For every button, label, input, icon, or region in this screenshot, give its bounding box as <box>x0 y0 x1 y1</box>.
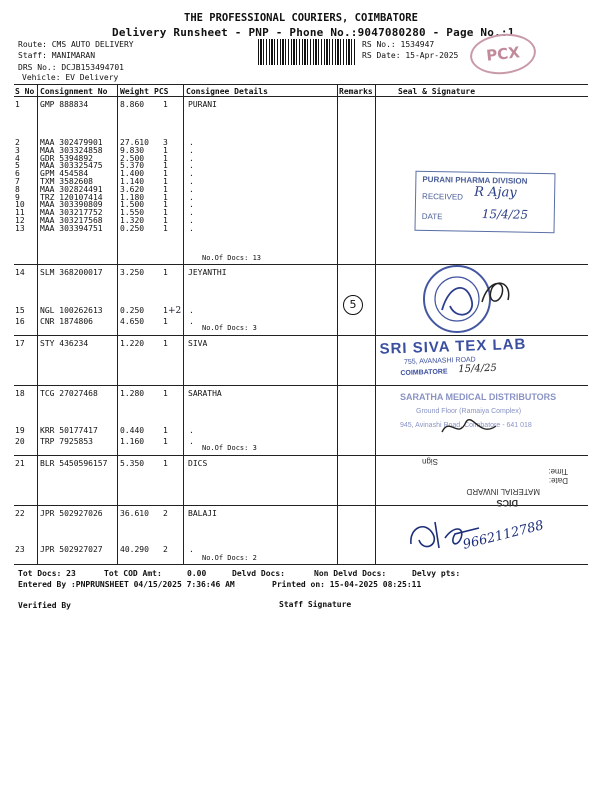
row-weight: 0.440 <box>120 426 145 435</box>
row-consignment-no: MAA 303324858 <box>40 145 103 155</box>
total-cod-label: Tot COD Amt: <box>104 569 162 578</box>
entered-by: Entered By :PNPRUNSHEET 04/15/2025 7:36:46 AM <box>18 580 235 589</box>
row-pcs: 1 <box>163 316 168 326</box>
row-pcs: 1 <box>163 216 168 225</box>
row-consignment-no: MAA 302479901 <box>40 138 103 147</box>
row-weight: 0.250 <box>120 306 145 315</box>
printed-on: Printed on: 15-04-2025 08:25:11 <box>272 580 422 589</box>
verified-by: Verified By <box>18 601 71 610</box>
row-sno: 13 <box>15 223 25 233</box>
stamp-line: SARATHA MEDICAL DISTRIBUTORS <box>400 392 557 402</box>
row-consignee-mark: . <box>189 161 194 171</box>
company-name: THE PROFESSIONAL COURIERS, COIMBATORE <box>184 12 418 24</box>
row-weight: 1.500 <box>120 200 145 210</box>
col-consignment: Consignment No <box>40 87 108 96</box>
row-weight: 3.250 <box>120 268 145 277</box>
row-consignment-no: MAA 303394751 <box>40 223 103 233</box>
row-consignment-no: MAA 303390809 <box>40 200 103 210</box>
pcx-stamp: PCX <box>468 31 538 78</box>
row-sno: 11 <box>15 208 25 218</box>
consignee-name: DICS <box>188 459 208 468</box>
stamp-line: 945, Avinashi Road, Coimbatore - 641 018 <box>400 422 532 429</box>
purani-stamp <box>414 171 555 233</box>
signature-scribble <box>478 272 518 312</box>
row-sno: 14 <box>15 268 25 277</box>
row-consignee-mark: . <box>189 184 194 194</box>
row-sno: 6 <box>15 169 20 179</box>
row-pcs: 1 <box>163 200 168 210</box>
row-weight: 9.830 <box>120 145 145 155</box>
row-sno: 3 <box>15 145 20 155</box>
row-pcs: 3 <box>163 138 168 147</box>
row-pcs: 1 <box>163 161 168 171</box>
row-consignment-no: TCG 27027468 <box>40 389 98 398</box>
row-weight: 36.610 <box>120 509 149 518</box>
row-pcs: 2 <box>163 509 168 518</box>
row-consignment-no: JPR 502927027 <box>40 545 103 554</box>
dics-stamp <box>398 455 588 510</box>
row-consignee-mark: . <box>189 192 194 202</box>
row-pcs: 1 <box>163 169 168 179</box>
stamp-line: COIMBATORE <box>400 368 448 378</box>
row-pcs: 1 <box>163 459 168 468</box>
total-cod-value: 0.00 <box>187 569 207 578</box>
row-consignee-mark: . <box>189 316 194 326</box>
rs-number: RS No.: 1534947 <box>362 40 435 49</box>
row-sno: 5 <box>15 161 20 171</box>
row-consignee-mark: . <box>189 223 194 233</box>
row-consignment-no: KRR 50177417 <box>40 426 98 435</box>
row-weight: 1.140 <box>120 177 145 186</box>
row-consignment-no: GMP 888834 <box>40 100 89 109</box>
row-consignee-mark: . <box>189 153 194 163</box>
row-weight: 5.370 <box>120 161 145 171</box>
stamp-line: MATERIAL INWARD <box>466 487 540 496</box>
row-pcs: 1 <box>163 192 168 202</box>
row-weight: 27.610 <box>120 138 149 147</box>
row-sno: 18 <box>15 389 25 398</box>
consignee-name: SARATHA <box>188 389 222 398</box>
row-weight: 2.500 <box>120 153 145 163</box>
row-consignee-mark: . <box>189 145 194 155</box>
divider <box>375 84 376 564</box>
row-sno: 12 <box>15 216 25 225</box>
row-consignment-no: MAA 303325475 <box>40 161 103 171</box>
consignee-name: JEYANTHI <box>188 268 227 277</box>
row-consignee-mark: . <box>189 545 194 554</box>
row-sno: 2 <box>15 138 20 147</box>
row-consignment-no: BLR 5450596157 <box>40 459 108 468</box>
row-pcs: 1 <box>163 100 168 109</box>
consignee-name: BALAJI <box>188 509 217 518</box>
row-sno: 7 <box>15 177 20 186</box>
row-pcs: 1 <box>163 268 168 277</box>
row-consignment-no: MAA 302824491 <box>40 184 103 194</box>
header-bottom-rule <box>14 96 588 97</box>
row-sno: 19 <box>15 426 25 435</box>
row-consignment-no: MAA 303217752 <box>40 208 103 218</box>
row-weight: 1.280 <box>120 389 145 398</box>
row-consignee-mark: . <box>189 177 194 186</box>
row-consignment-no: NGL 100262613 <box>40 306 103 315</box>
row-pcs: 1 <box>163 145 168 155</box>
stamp-line: Ground Floor (Ramaiya Complex) <box>416 408 522 415</box>
row-sno: 4 <box>15 153 20 163</box>
vehicle-label: Vehicle: EV Delivery <box>22 73 119 82</box>
group-rule <box>14 385 588 386</box>
stamp-line: Date: <box>548 476 568 485</box>
handwritten-date: 15/4/25 <box>481 206 529 222</box>
row-sno: 10 <box>15 200 25 210</box>
row-pcs: 1 <box>163 389 168 398</box>
row-weight: 1.400 <box>120 169 145 179</box>
stamp-line: SRI SIVA TEX LAB <box>379 335 527 358</box>
row-consignment-no: JPR 502927026 <box>40 509 103 518</box>
row-consignee-mark: . <box>189 306 194 315</box>
consignee-name: SIVA <box>188 339 208 348</box>
row-weight: 1.550 <box>120 208 145 218</box>
row-pcs: 1 <box>163 184 168 194</box>
stamp-line: PURANI PHARMA DIVISION <box>422 174 528 186</box>
row-sno: 23 <box>15 545 25 554</box>
row-weight: 1.220 <box>120 339 145 348</box>
docs-count: No.Of Docs: 13 <box>202 254 262 262</box>
row-consignment-no: TRZ 120107414 <box>40 192 103 202</box>
row-consignee-mark: . <box>189 208 194 218</box>
group-rule <box>14 264 588 265</box>
stamp-line: Sign <box>421 457 438 466</box>
row-sno: 21 <box>15 459 25 468</box>
handwritten-phone: 9662112788 <box>461 518 546 553</box>
col-sno: S No <box>15 87 35 96</box>
staff-label: Staff: MANIMARAN <box>18 51 96 60</box>
row-sno: 1 <box>15 100 20 109</box>
staff-signature: Staff Signature <box>279 600 352 609</box>
row-weight: 5.350 <box>120 459 145 468</box>
row-weight: 1.320 <box>120 216 145 225</box>
row-weight: 8.860 <box>120 100 145 109</box>
row-pcs: 1 <box>163 436 168 446</box>
row-pcs: 1 <box>163 208 168 218</box>
row-consignee-mark: . <box>189 426 194 435</box>
row-consignment-no: GDR 5394892 <box>40 153 93 163</box>
row-consignment-no: CNR 1874806 <box>40 316 93 326</box>
runsheet-title: Delivery Runsheet - PNP - Phone No.:9047080280 - Page No.:1 <box>112 26 515 39</box>
row-weight: 4.650 <box>120 316 145 326</box>
signature-scribble <box>440 412 500 442</box>
col-seal: Seal & Signature <box>398 87 476 96</box>
table-bottom-rule <box>14 564 588 565</box>
row-pcs: 1 <box>163 426 168 435</box>
row-sno: 17 <box>15 339 25 348</box>
col-consignee: Consignee Details <box>186 87 268 96</box>
row-sno: 15 <box>15 306 25 315</box>
route-label: Route: CMS AUTO DELIVERY <box>18 40 134 49</box>
drs-label: DRS No.: DCJB153494701 <box>18 63 124 72</box>
row-pcs: 1 <box>163 306 168 315</box>
divider <box>117 84 118 564</box>
row-sno: 9 <box>15 192 20 202</box>
stamp-line: DATE <box>421 211 443 222</box>
handwritten-signature: R Ajay <box>474 184 517 201</box>
row-consignment-no: TXM 3582608 <box>40 177 93 186</box>
total-docs: Tot Docs: 23 <box>18 569 76 578</box>
row-pcs: 2 <box>163 545 168 554</box>
col-remarks: Remarks <box>339 87 373 96</box>
pcs-annotation: +2 <box>168 306 182 316</box>
row-consignment-no: TRP 7925853 <box>40 436 93 446</box>
docs-count: No.Of Docs: 2 <box>202 554 257 562</box>
sivatex-stamp <box>379 335 541 387</box>
table-top-rule <box>14 84 588 85</box>
row-pcs: 1 <box>163 339 168 348</box>
row-sno: 8 <box>15 184 20 194</box>
row-sno: 16 <box>15 316 25 326</box>
consignee-name: PURANI <box>188 100 217 109</box>
row-weight: 3.620 <box>120 184 145 194</box>
row-consignment-no: MAA 303217568 <box>40 216 103 225</box>
row-consignee-mark: . <box>189 436 194 446</box>
divider <box>37 84 38 564</box>
col-pcs: PCS <box>154 87 169 96</box>
non-delivered-docs: Non Delvd Docs: <box>314 569 387 578</box>
barcode <box>258 39 356 65</box>
stamp-line: DICS <box>496 498 518 508</box>
row-consignment-no: GPM 454584 <box>40 169 89 179</box>
docs-count: No.Of Docs: 3 <box>202 444 257 452</box>
row-weight: 1.160 <box>120 436 145 446</box>
stamp-line: RECEIVED <box>422 191 464 202</box>
row-sno: 20 <box>15 436 25 446</box>
rs-date: RS Date: 15-Apr-2025 <box>362 51 459 60</box>
row-consignment-no: SLM 368200017 <box>40 268 103 277</box>
delivery-points: Delvy pts: <box>412 569 461 578</box>
stamp-line: Time: <box>548 467 568 476</box>
circled-mark: 5 <box>343 295 363 315</box>
delivered-docs: Delvd Docs: <box>232 569 285 578</box>
row-consignee-mark: . <box>189 138 194 147</box>
row-weight: 1.180 <box>120 192 145 202</box>
col-weight: Weight <box>120 87 149 96</box>
divider <box>183 84 184 564</box>
divider <box>337 84 338 564</box>
row-consignee-mark: . <box>189 169 194 179</box>
row-weight: 40.290 <box>120 545 149 554</box>
docs-count: No.Of Docs: 3 <box>202 324 257 332</box>
row-consignment-no: STY 436234 <box>40 339 89 348</box>
row-consignee-mark: . <box>189 200 194 210</box>
stamp-line: 755, AVANASHI ROAD <box>403 356 476 366</box>
row-pcs: 1 <box>163 223 168 233</box>
row-pcs: 1 <box>163 177 168 186</box>
row-sno: 22 <box>15 509 25 518</box>
handwritten-date: 15/4/25 <box>458 362 498 376</box>
row-consignee-mark: . <box>189 216 194 225</box>
row-weight: 0.250 <box>120 223 145 233</box>
row-pcs: 1 <box>163 153 168 163</box>
